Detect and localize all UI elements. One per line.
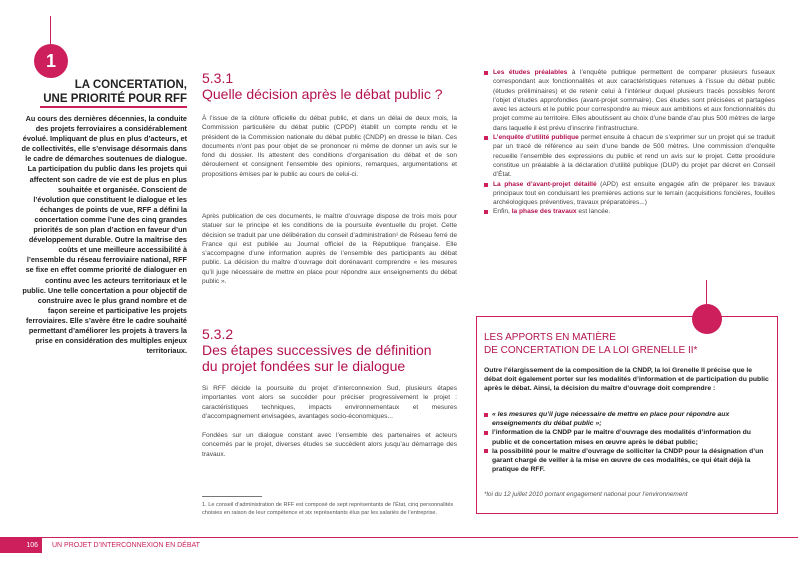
list-item-text: à l’enquête publique permettent de comparer plusieurs fuseaux correspondant aux fonctionnalités et aux caractéristiques retenues à l’issue du débat public (études préliminaires) et de retenir celui à l’intérieur duquel plusieurs tracés possibles feront l’objet d’études approfondies (avant-projet sommaire). Ces études sont précisées et partagées avec les acteurs et le public pour correspondre au mieux aux ambitions et aux fonctionnalités du projet comme au territoire. Elles aboutissent au choix d’une bande d’au plus 500 mètres de large dans laquelle il est prévu d’inscrire l’infrastructure. [493, 69, 775, 132]
bullet-square-icon [484, 413, 488, 417]
section-531-number: 5.3.1 [202, 70, 234, 86]
sidebar-divider [40, 106, 187, 108]
section-532-heading [202, 326, 457, 374]
study-steps-list [484, 68, 775, 217]
list-item [484, 133, 775, 179]
page-number: 106 [0, 538, 42, 553]
list-item-text: « les mesures qu’il juge nécessaire de mettre en place pour répondre aux enseignements du débat public »; [492, 411, 730, 428]
list-item [484, 447, 769, 475]
list-item [484, 207, 775, 216]
list-item [484, 68, 775, 133]
box-intro: Outre l’élargissement de la composition de la CNDP, la loi Grenelle II précise que le débat doit également porter sur les modalités d’information et de participation du public après le débat. Ainsi, la décision du maître d’ouvrage doit comprendre : [484, 367, 769, 393]
section-531-paragraph-2: Après publication de ces documents, le maître d’ouvrage dispose de trois mois pour statuer sur le principe et les conditions de la poursuite éventuelle du projet. Cette décision se traduit par une délibération du conseil d’administration¹ de Réseau ferré de France qui est publiée au Journal officiel de la République française. Elle s’accompagne d’une information auprès de l’ensemble des participants au débat public. La décision du maître d’ouvrage doit dorénavant comprendre « les mesures qu’il juge nécessaire de mettre en place pour répondre aux enseignements du débat public ». [202, 213, 457, 286]
list-item-keyword: Les études préalables [493, 69, 568, 76]
box-badge-connector-line [706, 280, 707, 304]
list-item [484, 428, 769, 446]
bullet-square-icon [484, 71, 488, 75]
list-item-prefix: Enfin, [493, 208, 512, 216]
list-item [484, 180, 775, 208]
list-item-text: est lancée. [576, 208, 611, 216]
bullet-square-icon [484, 136, 488, 140]
box-footnote: *loi du 12 juillet 2010 portant engagement national pour l’environnement [484, 491, 688, 498]
section-number-badge: 1 [34, 44, 68, 78]
bullet-square-icon [484, 449, 488, 453]
section-532-number: 5.3.2 [202, 326, 234, 342]
section-532-title-line1: Des étapes successives de définition [202, 342, 432, 358]
box-list [484, 410, 769, 474]
list-item-keyword: L’enquête d’utilité publique [493, 134, 579, 142]
section-531-title: Quelle décision après le débat public ? [202, 86, 443, 102]
bullet-square-icon [484, 210, 488, 214]
sidebar-title [40, 78, 187, 106]
list-item-keyword: la phase des travaux [511, 208, 577, 216]
sidebar-title-line2: UNE PRIORITÉ POUR RFF [43, 93, 187, 105]
section-532-paragraph-2: Fondées sur un dialogue constant avec l’ensemble des partenaires et acteurs concernés par le projet, diverses études se succèdent alors jusqu’au démarrage des travaux. [202, 432, 457, 458]
bullet-square-icon [484, 431, 488, 435]
section-531-heading [202, 70, 457, 102]
box-title [484, 331, 754, 357]
section-532-title-line2: du projet fondées sur le dialogue [202, 358, 406, 374]
badge-connector-line [50, 16, 51, 44]
footnote-divider [202, 496, 262, 497]
sidebar-body: Au cours des dernières décennies, la conduite des projets ferroviaires a considérablement évolué. Impliquant de plus en plus d’acteurs, et de collectivités, elle s’envisage désormais dans le cadre de démarches soutenues de dialogue. La participation du public dans les projets qui affectent son cadre de vie est de plus en plus souhaitée et organisée. Conscient de l’évolution que constituent le dialogue et les échanges de points de vue, RFF a défini la concertation comme l’une des cinq grandes priorités de son plan d’action en faveur d’un développement durable. Outre la maîtrise des coûts et une meilleure accessibilité à l’ensemble du réseau ferroviaire national, RFF se fixe en effet comme priorité de dialoguer en continu avec les acteurs territoriaux et le public. Une telle concertation a pour objectif de construire avec le plus grand nombre et de façon sereine et participative les projets ferroviaires. Elle s’avère être le cadre souhaité permettant d’améliorer les projets à travers la prise en considération des multiples enjeux territoriaux. [21, 114, 187, 356]
list-item [484, 410, 769, 428]
list-item-text: (APD) est ensuite engagée afin de préparer les travaux principaux tout en conduisant les premières actions sur le terrain (acquisitions foncières, fouilles archéologiques préventives, travaux préparatoires...) [493, 180, 775, 207]
bullet-square-icon [484, 183, 488, 187]
list-item-text: permet ensuite à chacun de s’exprimer sur un projet qui se traduit par un tracé de référence au sein d’une bande de 500 mètres. Une commission d’enquête recueille l’ensemble des expressions du public et rend un avis sur le projet. Cette procédure constitue un préalable à la déclaration d’utilité publique (DUP) du projet par décret en Conseil d’État. [493, 134, 775, 179]
list-item-keyword: La phase d’avant-projet détaillé [493, 180, 597, 188]
footnote: 1. Le conseil d’administration de RFF est composé de sept représentants de l’État, cinq personnalités choisies en raison de leur compétence et six représentants élus par les salariés de l’entreprise. [202, 502, 454, 516]
section-531-paragraph-1: À l’issue de la clôture officielle du débat public, et dans un délai de deux mois, la Commission particulière du débat public (CPDP) établit un compte rendu et le président de la Commission nationale du débat public (CNDP) en dresse le bilan. Ces documents n’ont pas pour objet de se prononcer ni même de donner un avis sur le fond du dossier. Ils attestent des conditions d’organisation du débat et de son déroulement et consignent l’ensemble des opinions, remarques, argumentations et propositions émises par le public au cours de celui-ci. [202, 115, 457, 178]
running-title: UN PROJET D’INTERCONNEXION EN DÉBAT [52, 542, 200, 549]
box-title-line1: LES APPORTS EN MATIÈRE [484, 332, 616, 343]
sidebar-title-line1: LA CONCERTATION, [74, 79, 187, 91]
section-532-paragraph-1: Si RFF décide la poursuite du projet d’interconnexion Sud, plusieurs étapes importantes vont alors se succéder pour préciser progressivement le projet : caractéristiques techniques, impacts environnementaux et mesures d’accompagnement envisagées, avantages socio-économiques... [202, 385, 457, 420]
list-item-text: la possibilité pour le maître d’ouvrage de solliciter la CNDP pour la désignation d’un garant chargé de veiller à la mise en œuvre de ces modalités, ce qui était déjà la pratique de RFF. [492, 447, 764, 474]
list-item-text: l’information de la CNDP par le maître d’ouvrage des modalités d’information du public et de concertation mises en œuvre après le débat public; [492, 429, 751, 446]
box-badge-icon [692, 304, 722, 334]
box-title-line2: DE CONCERTATION DE LA LOI GRENELLE II* [484, 345, 698, 356]
